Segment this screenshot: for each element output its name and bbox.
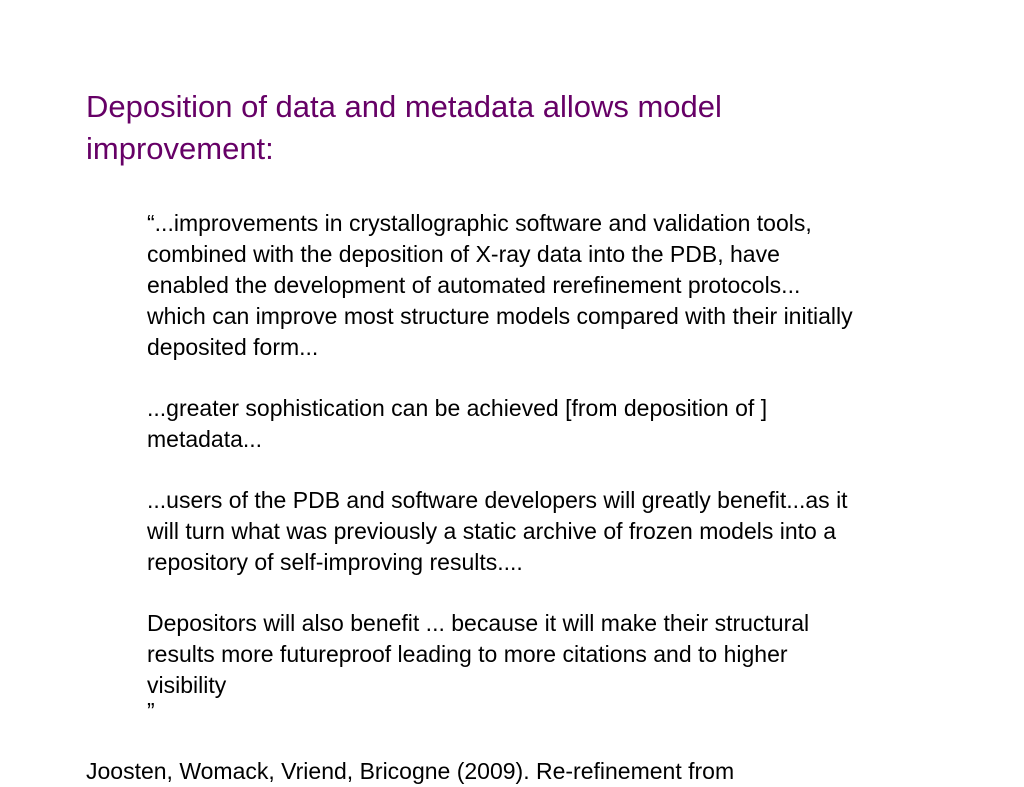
quote-line: ...users of the PDB and software developers will greatly benefit...as it <box>147 487 848 513</box>
title-line-1: Deposition of data and metadata allows model <box>86 89 722 124</box>
quote-line: will turn what was previously a static archive of frozen models into a <box>147 518 837 544</box>
quote-line: enabled the development of automated rerefinement protocols... <box>147 272 801 298</box>
quote-line: ...greater sophistication can be achieved [from deposition of ] <box>147 395 768 421</box>
quote-line: results more futureproof leading to more citations and to higher <box>147 641 788 667</box>
paragraph-gap <box>147 455 947 485</box>
citation: Joosten, Womack, Vriend, Bricogne (2009). Re-refinement from <box>86 758 735 784</box>
quote-line: deposited form... <box>147 334 319 360</box>
quote-paragraph-4 <box>147 608 947 701</box>
paragraph-gap <box>147 363 947 393</box>
quote-line: visibility <box>147 672 227 698</box>
quote-paragraph-1 <box>147 208 947 363</box>
quote-line: Depositors will also benefit ... because it will make their structural <box>147 610 810 636</box>
quote-block <box>147 208 947 724</box>
paragraph-gap <box>147 578 947 608</box>
slide-title <box>86 86 906 170</box>
quote-paragraph-3 <box>147 485 947 578</box>
quote-line: metadata... <box>147 426 263 452</box>
title-line-2: improvement: <box>86 131 274 166</box>
quote-line: repository of self-improving results.... <box>147 549 523 575</box>
quote-line: combined with the deposition of X-ray data into the PDB, have <box>147 241 780 267</box>
quote-line: which can improve most structure models compared with their initially <box>147 303 853 329</box>
quote-paragraph-2 <box>147 393 947 455</box>
closing-quote-mark: ” <box>147 698 155 724</box>
quote-line: “...improvements in crystallographic software and validation tools, <box>147 210 812 236</box>
